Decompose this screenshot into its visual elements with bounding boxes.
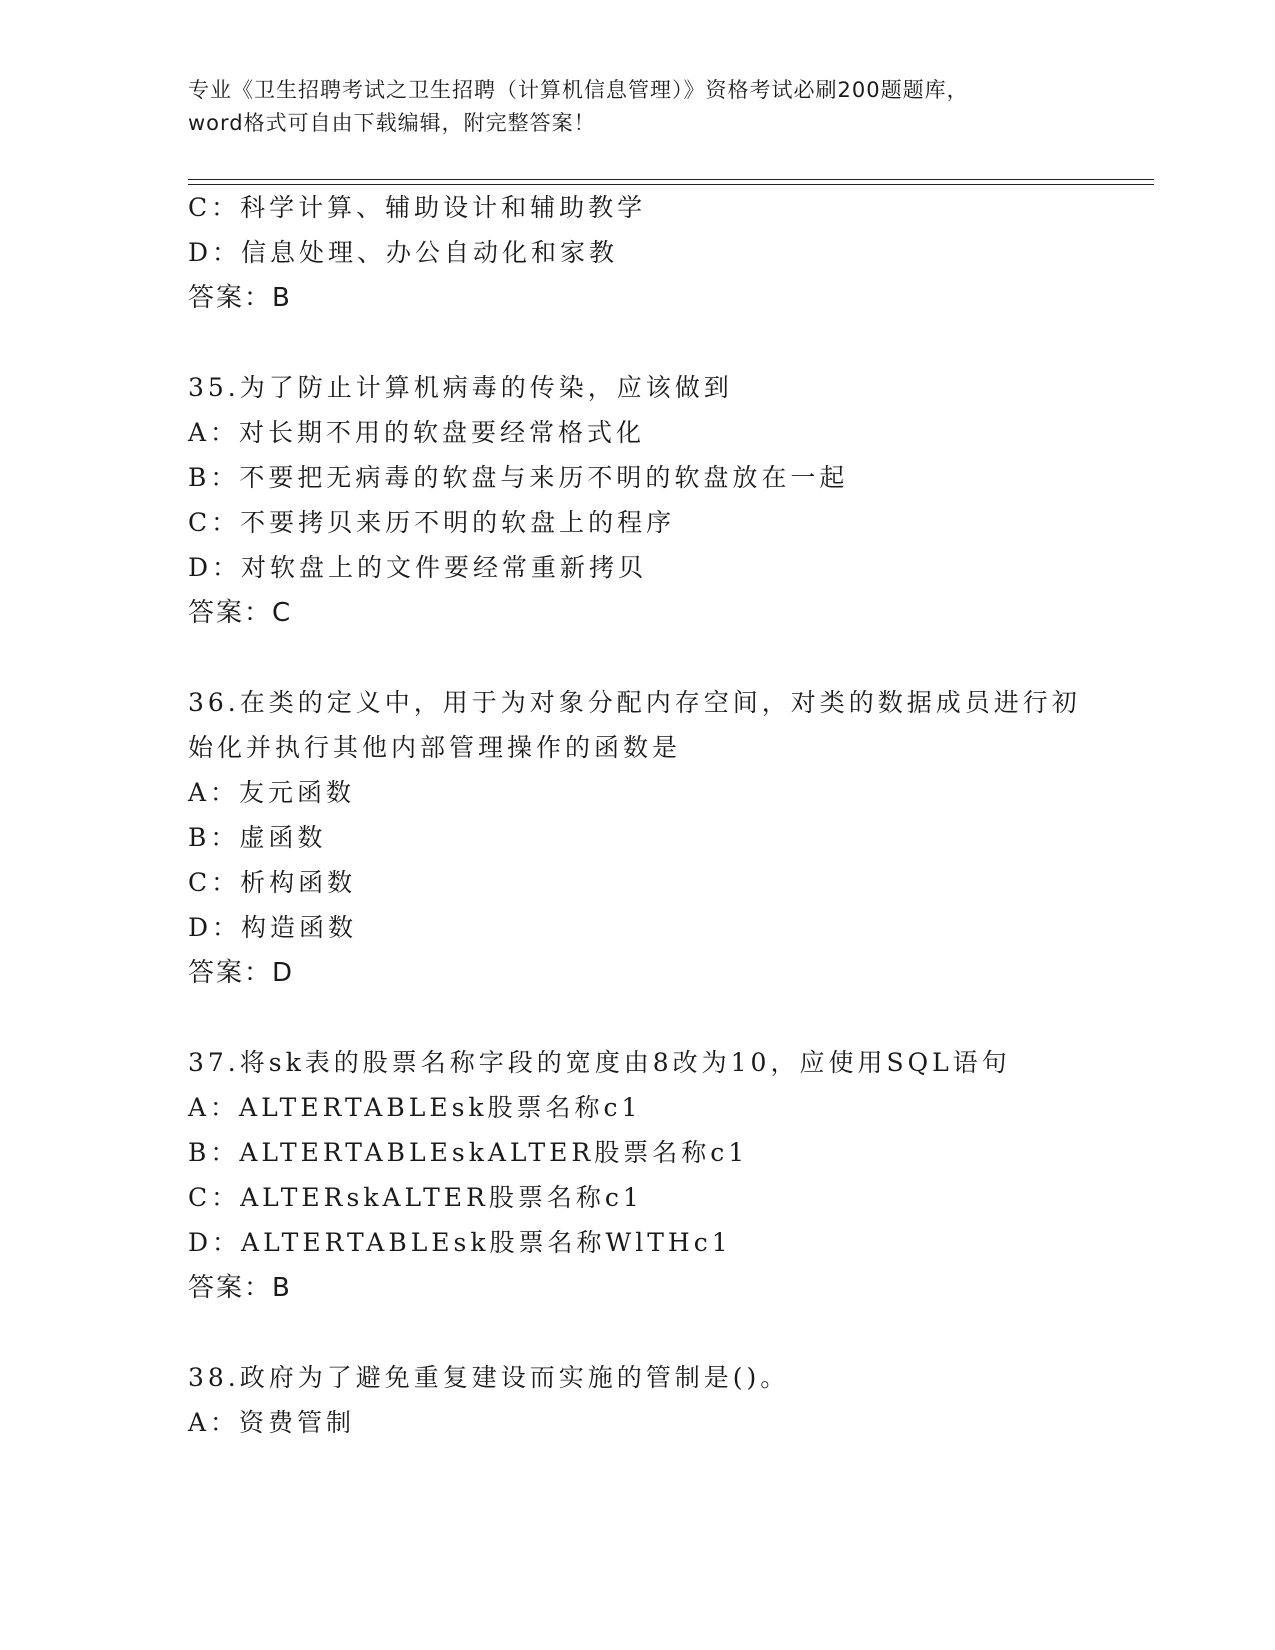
question-stem-line-2: 始化并执行其他内部管理操作的函数是 <box>188 733 682 762</box>
question-stem-line-1: 36.在类的定义中，用于为对象分配内存空间，对类的数据成员进行初 <box>188 688 1081 717</box>
question-stem: 38.政府为了避免重复建设而实施的管制是()。 <box>188 1363 790 1392</box>
option-a: A：ALTERTABLEsk股票名称c1 <box>188 1093 642 1122</box>
option-b: B：虚函数 <box>188 823 327 852</box>
answer-label: 答案：B <box>188 283 292 313</box>
option-b: B：不要把无病毒的软盘与来历不明的软盘放在一起 <box>188 463 849 492</box>
header-divider-top <box>188 179 1154 180</box>
option-c: C：析构函数 <box>188 868 357 897</box>
option-c: C：不要拷贝来历不明的软盘上的程序 <box>188 508 676 537</box>
answer-label: 答案：C <box>188 598 293 628</box>
header-line-1: 专业《卫生招聘考试之卫生招聘（计算机信息管理）》资格考试必刷200题题库， <box>188 78 969 102</box>
question-stem: 37.将sk表的股票名称字段的宽度由8改为10，应使用SQL语句 <box>188 1048 1011 1077</box>
question-stem: 35.为了防止计算机病毒的传染，应该做到 <box>188 373 733 402</box>
option-a: A：资费管制 <box>188 1408 356 1437</box>
header-divider-bottom <box>188 184 1154 185</box>
option-d: D：信息处理、办公自动化和家教 <box>188 238 619 267</box>
option-d: D：对软盘上的文件要经常重新拷贝 <box>188 553 648 582</box>
option-c: C：科学计算、辅助设计和辅助教学 <box>188 193 647 222</box>
option-a: A：友元函数 <box>188 778 356 807</box>
option-b: B：ALTERTABLEskALTER股票名称c1 <box>188 1138 749 1167</box>
answer-label: 答案：B <box>188 1273 292 1303</box>
option-d: D：构造函数 <box>188 913 358 942</box>
option-d: D：ALTERTABLEsk股票名称WlTHc1 <box>188 1228 732 1257</box>
option-c: C：ALTERskALTER股票名称c1 <box>188 1183 643 1212</box>
answer-label: 答案：D <box>188 958 295 988</box>
option-a: A：对长期不用的软盘要经常格式化 <box>188 418 646 447</box>
header-line-2: word格式可自由下载编辑，附完整答案！ <box>188 111 596 135</box>
document-header <box>188 74 1088 140</box>
